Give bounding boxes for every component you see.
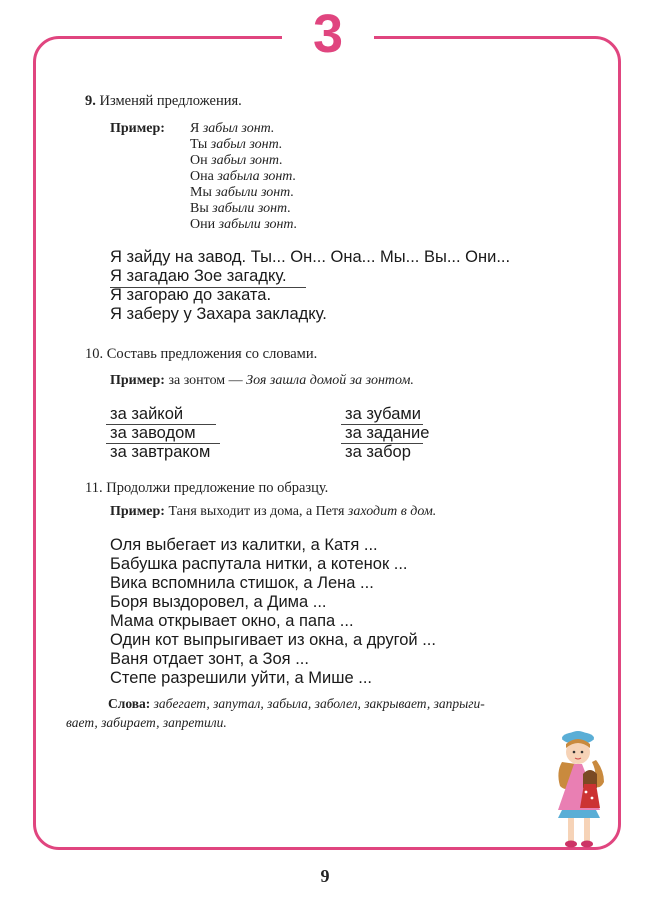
example-line: Он забыл зонт. <box>190 153 283 168</box>
phrase-right: за зубами <box>345 405 421 423</box>
exercise-9-number: 9. <box>85 93 96 109</box>
exercise-11-words <box>66 694 594 732</box>
example-line: Ты забыл зонт. <box>190 137 283 152</box>
exercise-11-example <box>110 504 436 520</box>
exercise-11-sentence: Вика вспомнила стишок, а Лена ... <box>110 574 374 592</box>
exercise-11-sentence: Степе разрешили уйти, а Мише ... <box>110 669 373 687</box>
exercise-11-sentence: Мама открывает окно, а папа ... <box>110 612 354 630</box>
exercise-11-example-start: Таня выходит из дома, а Петя <box>168 504 345 519</box>
exercise-10-header <box>85 346 317 363</box>
exercise-10-example-label: Пример: <box>110 373 165 388</box>
exercise-11-sentence: Боря выздоровел, а Дима ... <box>110 593 327 611</box>
lesson-number: 3 <box>312 4 344 64</box>
phrase-left: за завтраком <box>110 443 211 461</box>
example-line: Они забыли зонт. <box>190 217 298 232</box>
exercise-10-example-sentence: Зоя зашла домой за зонтом. <box>246 373 414 388</box>
doll-girl-illustration <box>548 728 620 854</box>
phrase-right: за забор <box>345 443 411 461</box>
exercise-11-sentence: Бабушка распутала нитки, а котенок ... <box>110 555 408 573</box>
exercise-9-header <box>85 93 242 110</box>
exercise-9-example-label: Пример: <box>110 121 165 136</box>
exercise-9-sentence: Я загораю до заката. <box>110 286 272 304</box>
exercise-9-sentence: Я заберу у Захара закладку. <box>110 305 327 323</box>
phrase-left: за заводом <box>110 424 196 442</box>
exercise-11-sentence: Оля выбегает из калитки, а Катя ... <box>110 536 378 554</box>
example-line: Я забыл зонт. <box>190 121 275 136</box>
exercise-9-title: Изменяй предложения. <box>99 93 242 109</box>
exercise-9-sentence: Я зайду на завод. Ты... Он... Она... Мы... Вы... Они... <box>110 248 511 266</box>
words-line-1: забегает, запутал, забыла, заболел, закрывает, запрыги- <box>153 696 485 711</box>
phrase-left: за зайкой <box>110 405 184 423</box>
exercise-11-example-end: заходит в дом. <box>347 504 437 519</box>
exercise-11-sentence: Ваня отдает зонт, а Зоя ... <box>110 650 309 668</box>
words-line-2: вает, забирает, запретили. <box>66 715 227 730</box>
exercise-10-title: Составь предложения со словами. <box>106 346 318 362</box>
exercise-11-header <box>85 480 328 497</box>
exercise-10-example-phrase: за зонтом — <box>168 373 243 388</box>
exercise-10-number: 10. <box>85 346 104 362</box>
phrase-right: за задание <box>345 424 430 442</box>
exercise-9-sentence: Я загадаю Зое загадку. <box>110 267 287 285</box>
exercise-11-number: 11. <box>85 480 103 496</box>
exercise-11-sentence: Один кот выпрыгивает из окна, а другой ... <box>110 631 436 649</box>
example-line: Она забыла зонт. <box>190 169 297 184</box>
example-line: Вы забыли зонт. <box>190 201 291 216</box>
exercise-10-example <box>110 373 414 389</box>
page-number: 9 <box>320 866 330 886</box>
exercise-11-example-label: Пример: <box>110 504 165 519</box>
exercise-11-title: Продолжи предложение по образцу. <box>106 480 329 496</box>
words-label: Слова: <box>108 696 151 711</box>
example-line: Мы забыли зонт. <box>190 185 294 200</box>
